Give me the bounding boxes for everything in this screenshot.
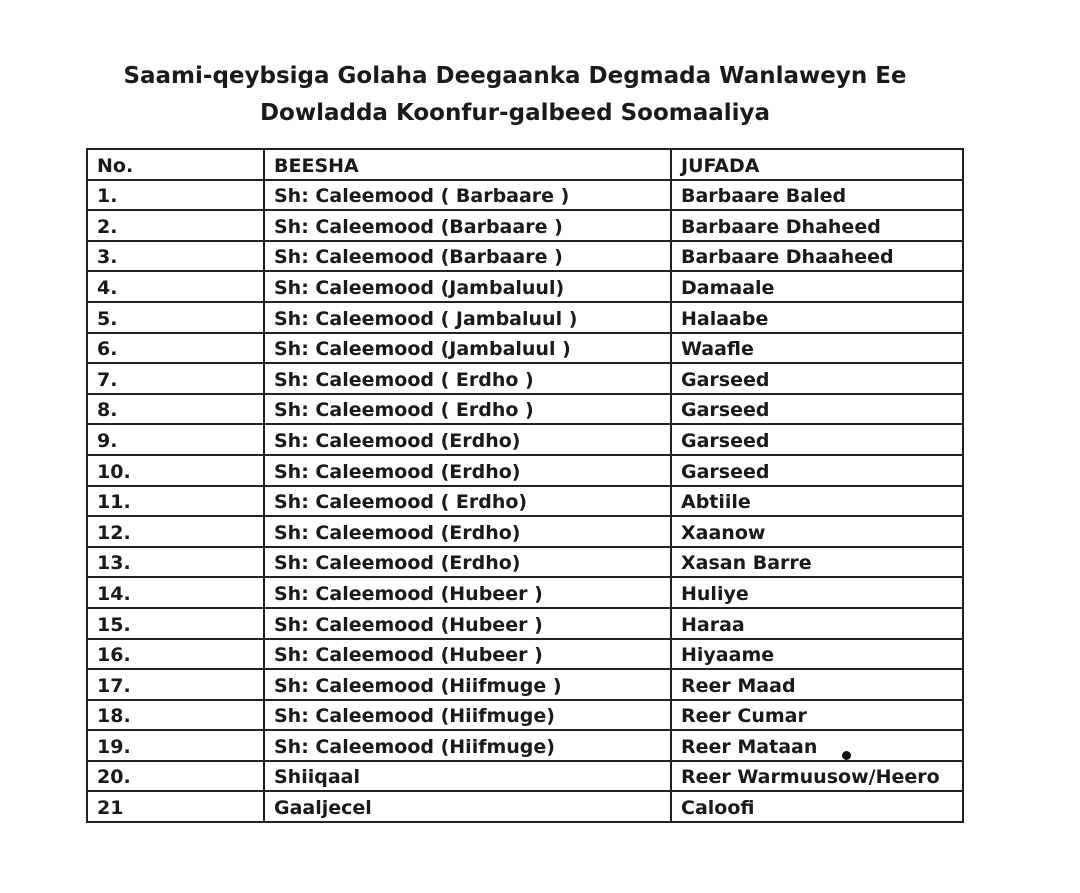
cell-no: 3.	[87, 241, 264, 272]
table-row	[87, 455, 963, 486]
cell-no: 10.	[87, 455, 264, 486]
cell-no: 8.	[87, 394, 264, 425]
cell-jufada: Abtiile	[671, 486, 963, 517]
table-row	[87, 669, 963, 700]
table-row	[87, 516, 963, 547]
cell-jufada: Barbaare Dhaheed	[671, 210, 963, 241]
cell-jufada: Xaanow	[671, 516, 963, 547]
cell-no: 5.	[87, 302, 264, 333]
header-no: No.	[87, 149, 264, 180]
table-row	[87, 761, 963, 792]
cell-no: 16.	[87, 639, 264, 670]
cell-beesha: Sh: Caleemood (Hubeer )	[264, 639, 671, 670]
cell-jufada: Garseed	[671, 455, 963, 486]
cell-no: 4.	[87, 271, 264, 302]
cell-no: 2.	[87, 210, 264, 241]
cell-beesha: Sh: Caleemood (Erdho)	[264, 516, 671, 547]
cell-jufada: Hiyaame	[671, 639, 963, 670]
header-beesha: BEESHA	[264, 149, 671, 180]
table-row	[87, 730, 963, 761]
cell-beesha: Sh: Caleemood (Erdho)	[264, 547, 671, 578]
cell-jufada: Waafle	[671, 333, 963, 364]
cell-jufada: Reer Warmuusow/Heero	[671, 761, 963, 792]
cell-beesha: Sh: Caleemood (Erdho)	[264, 455, 671, 486]
council-allocation-table	[86, 148, 964, 823]
cell-beesha: Sh: Caleemood ( Erdho )	[264, 394, 671, 425]
table-row	[87, 271, 963, 302]
cell-no: 17.	[87, 669, 264, 700]
cell-beesha: Sh: Caleemood (Erdho)	[264, 424, 671, 455]
cell-jufada: Garseed	[671, 424, 963, 455]
cell-jufada: Reer Mataan	[671, 730, 963, 761]
cell-jufada: Halaabe	[671, 302, 963, 333]
cell-beesha: Sh: Caleemood ( Erdho)	[264, 486, 671, 517]
header-jufada: JUFADA	[671, 149, 963, 180]
cell-beesha: Shiiqaal	[264, 761, 671, 792]
table-row	[87, 700, 963, 731]
cell-no: 12.	[87, 516, 264, 547]
document-title	[0, 58, 1030, 132]
cell-no: 1.	[87, 180, 264, 211]
cell-beesha: Gaaljecel	[264, 791, 671, 822]
cell-jufada: Reer Maad	[671, 669, 963, 700]
cell-no: 18.	[87, 700, 264, 731]
cell-beesha: Sh: Caleemood ( Barbaare )	[264, 180, 671, 211]
table-row	[87, 333, 963, 364]
cell-beesha: Sh: Caleemood (Jambaluul)	[264, 271, 671, 302]
table-row	[87, 791, 963, 822]
cell-jufada: Barbaare Dhaaheed	[671, 241, 963, 272]
table-row	[87, 302, 963, 333]
cell-no: 13.	[87, 547, 264, 578]
cell-beesha: Sh: Caleemood (Barbaare )	[264, 241, 671, 272]
cell-beesha: Sh: Caleemood (Hiifmuge )	[264, 669, 671, 700]
cell-beesha: Sh: Caleemood (Hubeer )	[264, 577, 671, 608]
table-row	[87, 241, 963, 272]
cell-jufada: Damaale	[671, 271, 963, 302]
cell-no: 15.	[87, 608, 264, 639]
cell-no: 6.	[87, 333, 264, 364]
table-row	[87, 547, 963, 578]
cell-beesha: Sh: Caleemood ( Erdho )	[264, 363, 671, 394]
cell-beesha: Sh: Caleemood (Hubeer )	[264, 608, 671, 639]
cell-jufada: Garseed	[671, 363, 963, 394]
table-row	[87, 577, 963, 608]
cell-no: 19.	[87, 730, 264, 761]
cell-jufada: Barbaare Baled	[671, 180, 963, 211]
table-header-row	[87, 149, 963, 180]
cell-no: 21	[87, 791, 264, 822]
cell-no: 11.	[87, 486, 264, 517]
cell-beesha: Sh: Caleemood (Hiifmuge)	[264, 700, 671, 731]
cell-no: 14.	[87, 577, 264, 608]
table-row	[87, 210, 963, 241]
cell-jufada: Huliye	[671, 577, 963, 608]
table-row	[87, 180, 963, 211]
cell-jufada: Caloofi	[671, 791, 963, 822]
cell-jufada: Reer Cumar	[671, 700, 963, 731]
table-row	[87, 363, 963, 394]
stray-dot-mark	[842, 751, 851, 760]
table-row	[87, 424, 963, 455]
cell-jufada: Haraa	[671, 608, 963, 639]
cell-beesha: Sh: Caleemood (Barbaare )	[264, 210, 671, 241]
cell-beesha: Sh: Caleemood ( Jambaluul )	[264, 302, 671, 333]
table-row	[87, 608, 963, 639]
title-line-2: Dowladda Koonfur-galbeed Soomaaliya	[259, 100, 771, 126]
cell-beesha: Sh: Caleemood (Jambaluul )	[264, 333, 671, 364]
cell-no: 9.	[87, 424, 264, 455]
cell-beesha: Sh: Caleemood (Hiifmuge)	[264, 730, 671, 761]
cell-jufada: Garseed	[671, 394, 963, 425]
title-line-1: Saami-qeybsiga Golaha Deegaanka Degmada Wanlaweyn Ee	[123, 63, 907, 89]
cell-jufada: Xasan Barre	[671, 547, 963, 578]
table-row	[87, 394, 963, 425]
table-row	[87, 486, 963, 517]
cell-no: 7.	[87, 363, 264, 394]
table-row	[87, 639, 963, 670]
cell-no: 20.	[87, 761, 264, 792]
